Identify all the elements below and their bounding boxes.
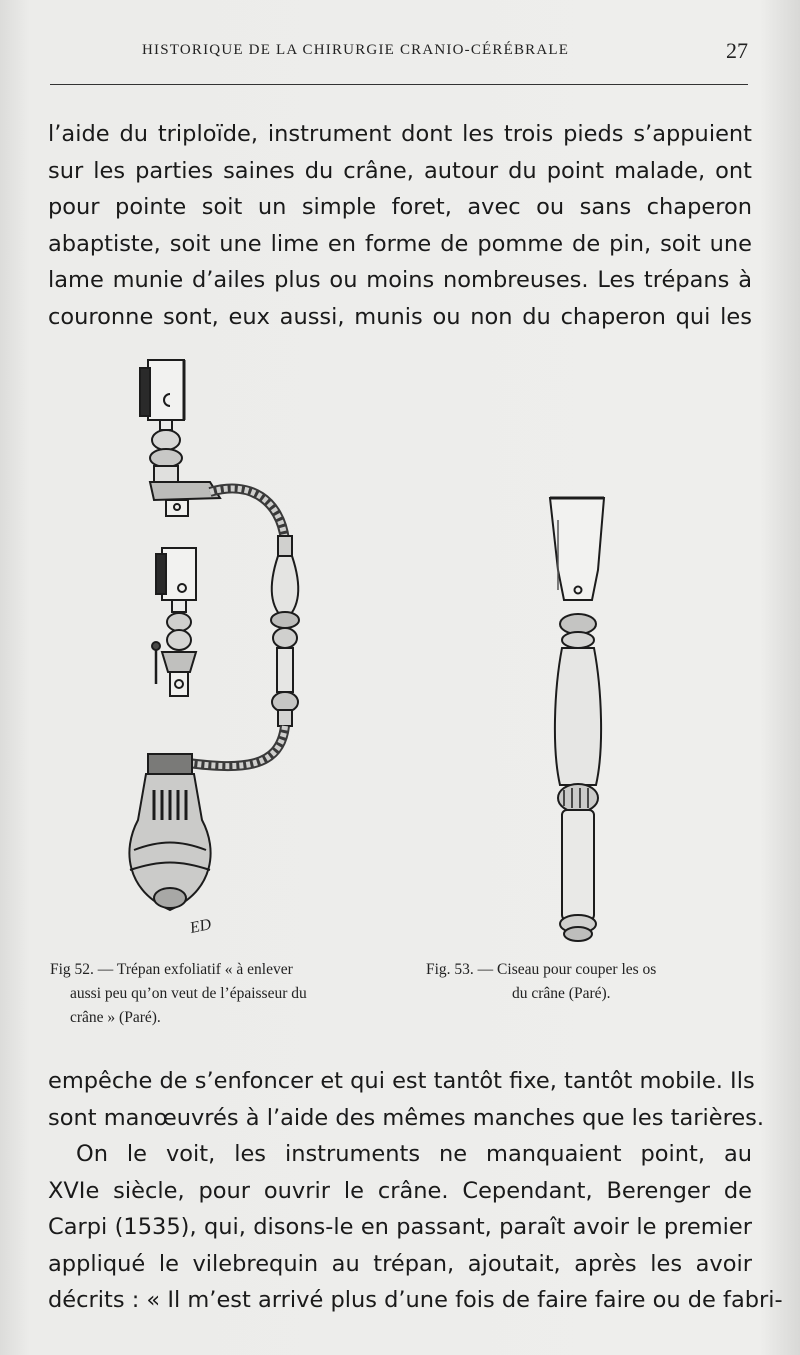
running-title: HISTORIQUE DE LA CHIRURGIE CRANIO-CÉRÉBRALE xyxy=(142,42,570,58)
caption-line: aussi peu qu’on veut de l’épaisseur du xyxy=(70,985,307,1002)
bottom-paragraph xyxy=(48,1063,783,1319)
text-line: Carpi (1535), qui, disons-le en passant, paraît avoir le premier xyxy=(48,1214,752,1240)
header-rule xyxy=(50,84,748,85)
page-header xyxy=(50,36,750,72)
page-number: 27 xyxy=(726,38,748,63)
text-line: On le voit, les instruments ne manquaient point, au xyxy=(76,1141,752,1167)
trepan-brace-illustration xyxy=(110,350,340,950)
figure-52-caption xyxy=(50,958,410,1030)
caption-line: Fig 52. — Trépan exfoliatif « à enlever xyxy=(50,961,293,978)
caption-line: Fig. 53. — Ciseau pour couper les os xyxy=(426,961,657,978)
text-line: couronne sont, eux aussi, munis ou non du chaperon qui les xyxy=(48,303,752,330)
caption-line: du crâne (Paré). xyxy=(512,985,611,1002)
figure-53-caption xyxy=(426,958,756,1006)
text-line: appliqué le vilebrequin au trépan, ajoutait, après les avoir xyxy=(48,1250,752,1277)
engraver-signature: ED xyxy=(188,915,213,938)
text-line: décrits : « Il m’est arrivé plus d’une fois de faire faire ou de fabri- xyxy=(48,1287,783,1313)
caption-line: crâne » (Paré). xyxy=(70,1009,161,1026)
text-line: sur les parties saines du crâne, autour du point malade, ont xyxy=(48,157,752,184)
text-line: empêche de s’enfoncer et qui est tantôt fixe, tantôt mobile. Ils xyxy=(48,1068,755,1094)
text-line: lame munie d’ailes plus ou moins nombreuses. Les trépans à xyxy=(48,267,752,293)
text-line: pour pointe soit un simple foret, avec ou sans chaperon xyxy=(48,194,752,220)
chisel-illustration xyxy=(534,490,624,950)
text-line: sont manœuvrés à l’aide des mêmes manches que les tarières. xyxy=(48,1104,765,1131)
text-line: l’aide du triploïde, instrument dont les trois pieds s’appuient xyxy=(48,121,752,147)
text-line: XVIe siècle, pour ouvrir le crâne. Cependant, Berenger de xyxy=(48,1177,752,1204)
text-line: abaptiste, soit une lime en forme de pomme de pin, soit une xyxy=(48,230,752,257)
top-paragraph xyxy=(48,116,752,335)
